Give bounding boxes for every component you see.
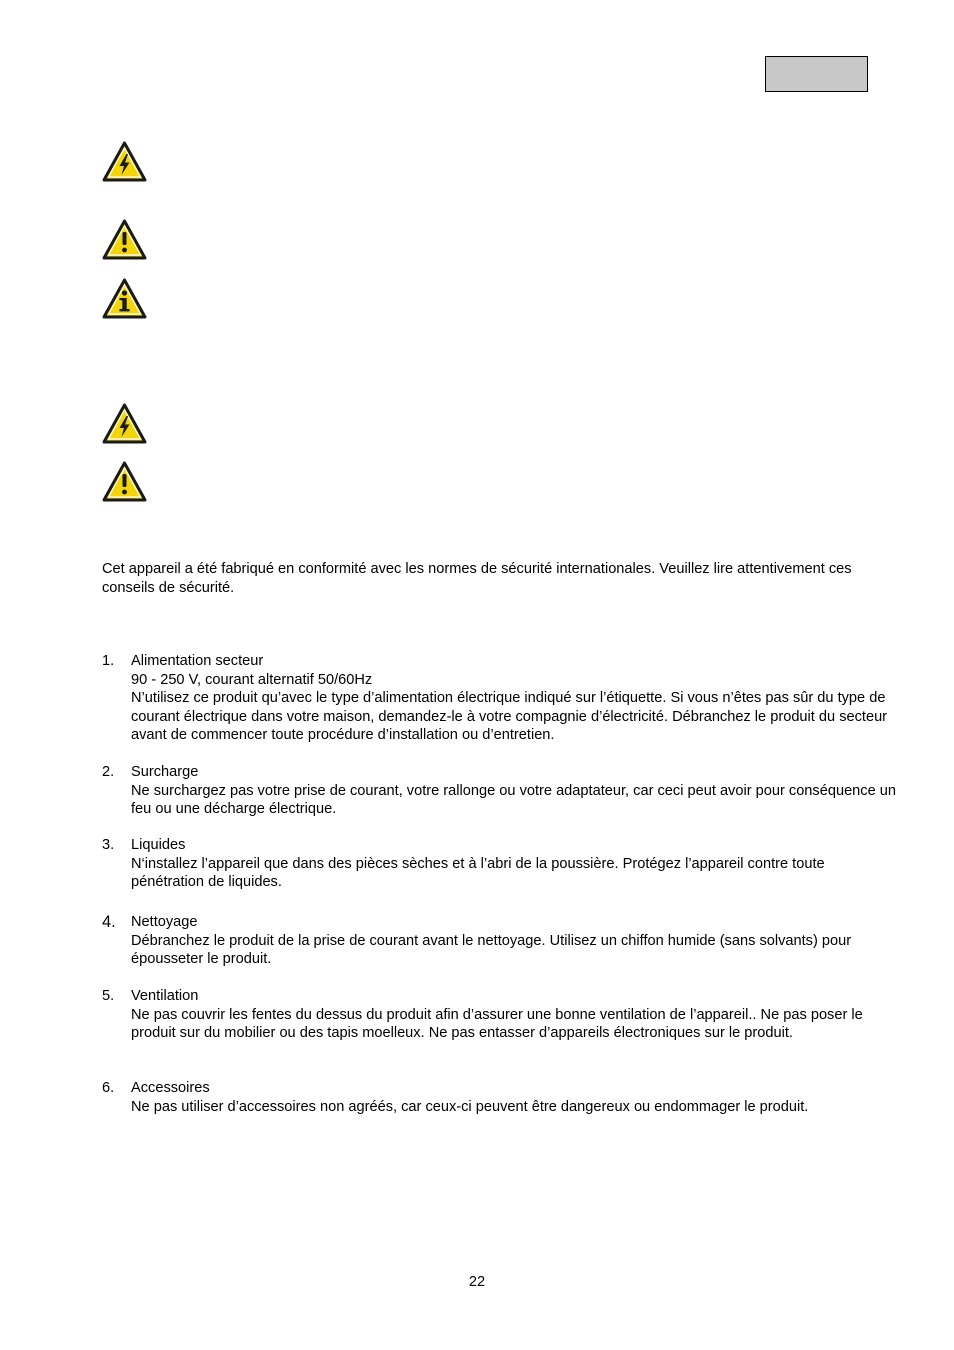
- item-number: 4.: [102, 913, 116, 931]
- item-title: Alimentation secteur: [131, 653, 264, 669]
- exclamation-warning-icon: [102, 219, 147, 260]
- page-number: 22: [468, 1274, 486, 1290]
- item-text: Débranchez le produit de la prise de courant avant le nettoyage. Utilisez un chiffon humide (sans solvants) pour épousseter le produit.: [131, 932, 852, 968]
- item-title: Accessoires: [131, 1080, 210, 1096]
- exclamation-warning-icon: [102, 461, 147, 502]
- item-title: Ventilation: [131, 988, 199, 1004]
- item-number: 5.: [102, 988, 115, 1004]
- language-tab-box: [765, 56, 868, 92]
- item-text: 90 - 250 V, courant alternatif 50/60Hz: [131, 671, 373, 688]
- item-text: N‘installez l’appareil que dans des pièces sèches et à l’abri de la poussière. Protégez l’appareil contre toute pénétration de liquides.: [131, 855, 825, 891]
- item-title: Nettoyage: [131, 914, 198, 930]
- item-text: Ne surchargez pas votre prise de courant, votre rallonge ou votre adaptateur, car ceci peut avoir pour conséquence un feu ou une décharge électrique.: [131, 782, 897, 818]
- intro-paragraph: Cet appareil a été fabriqué en conformité avec les normes de sécurité internationales. Veuillez lire attentivement ces conseils de sécurité.: [102, 561, 852, 596]
- item-title: Surcharge: [131, 764, 199, 780]
- item-number: 6.: [102, 1080, 115, 1096]
- item-title: Liquides: [131, 837, 186, 853]
- info-icon: [102, 278, 147, 319]
- item-text: Ne pas utiliser d’accessoires non agréés, car ceux-ci peuvent être dangereux ou endommager le produit.: [131, 1098, 809, 1115]
- item-text: Ne pas couvrir les fentes du dessus du produit afin d’assurer une bonne ventilation de l’appareil.. Ne pas poser le produit sur du mobilier ou des tapis moelleux. Ne pas entasser d’appareils électroniques sur le produit.: [131, 1006, 863, 1042]
- item-number: 1.: [102, 653, 115, 669]
- electric-hazard-icon: [102, 403, 147, 444]
- electric-hazard-icon: [102, 141, 147, 182]
- item-number: 3.: [102, 837, 115, 853]
- item-text: N’utilisez ce produit qu’avec le type d’alimentation électrique indiqué sur l’étiquette. Si vous n’êtes pas sûr du type de courant électrique dans votre maison, demandez-le à votre compagnie d’électricité. Débranchez le produit du secteur avant de commencer toute procédure d’installation ou d’entretien.: [131, 690, 888, 744]
- item-number: 2.: [102, 764, 115, 780]
